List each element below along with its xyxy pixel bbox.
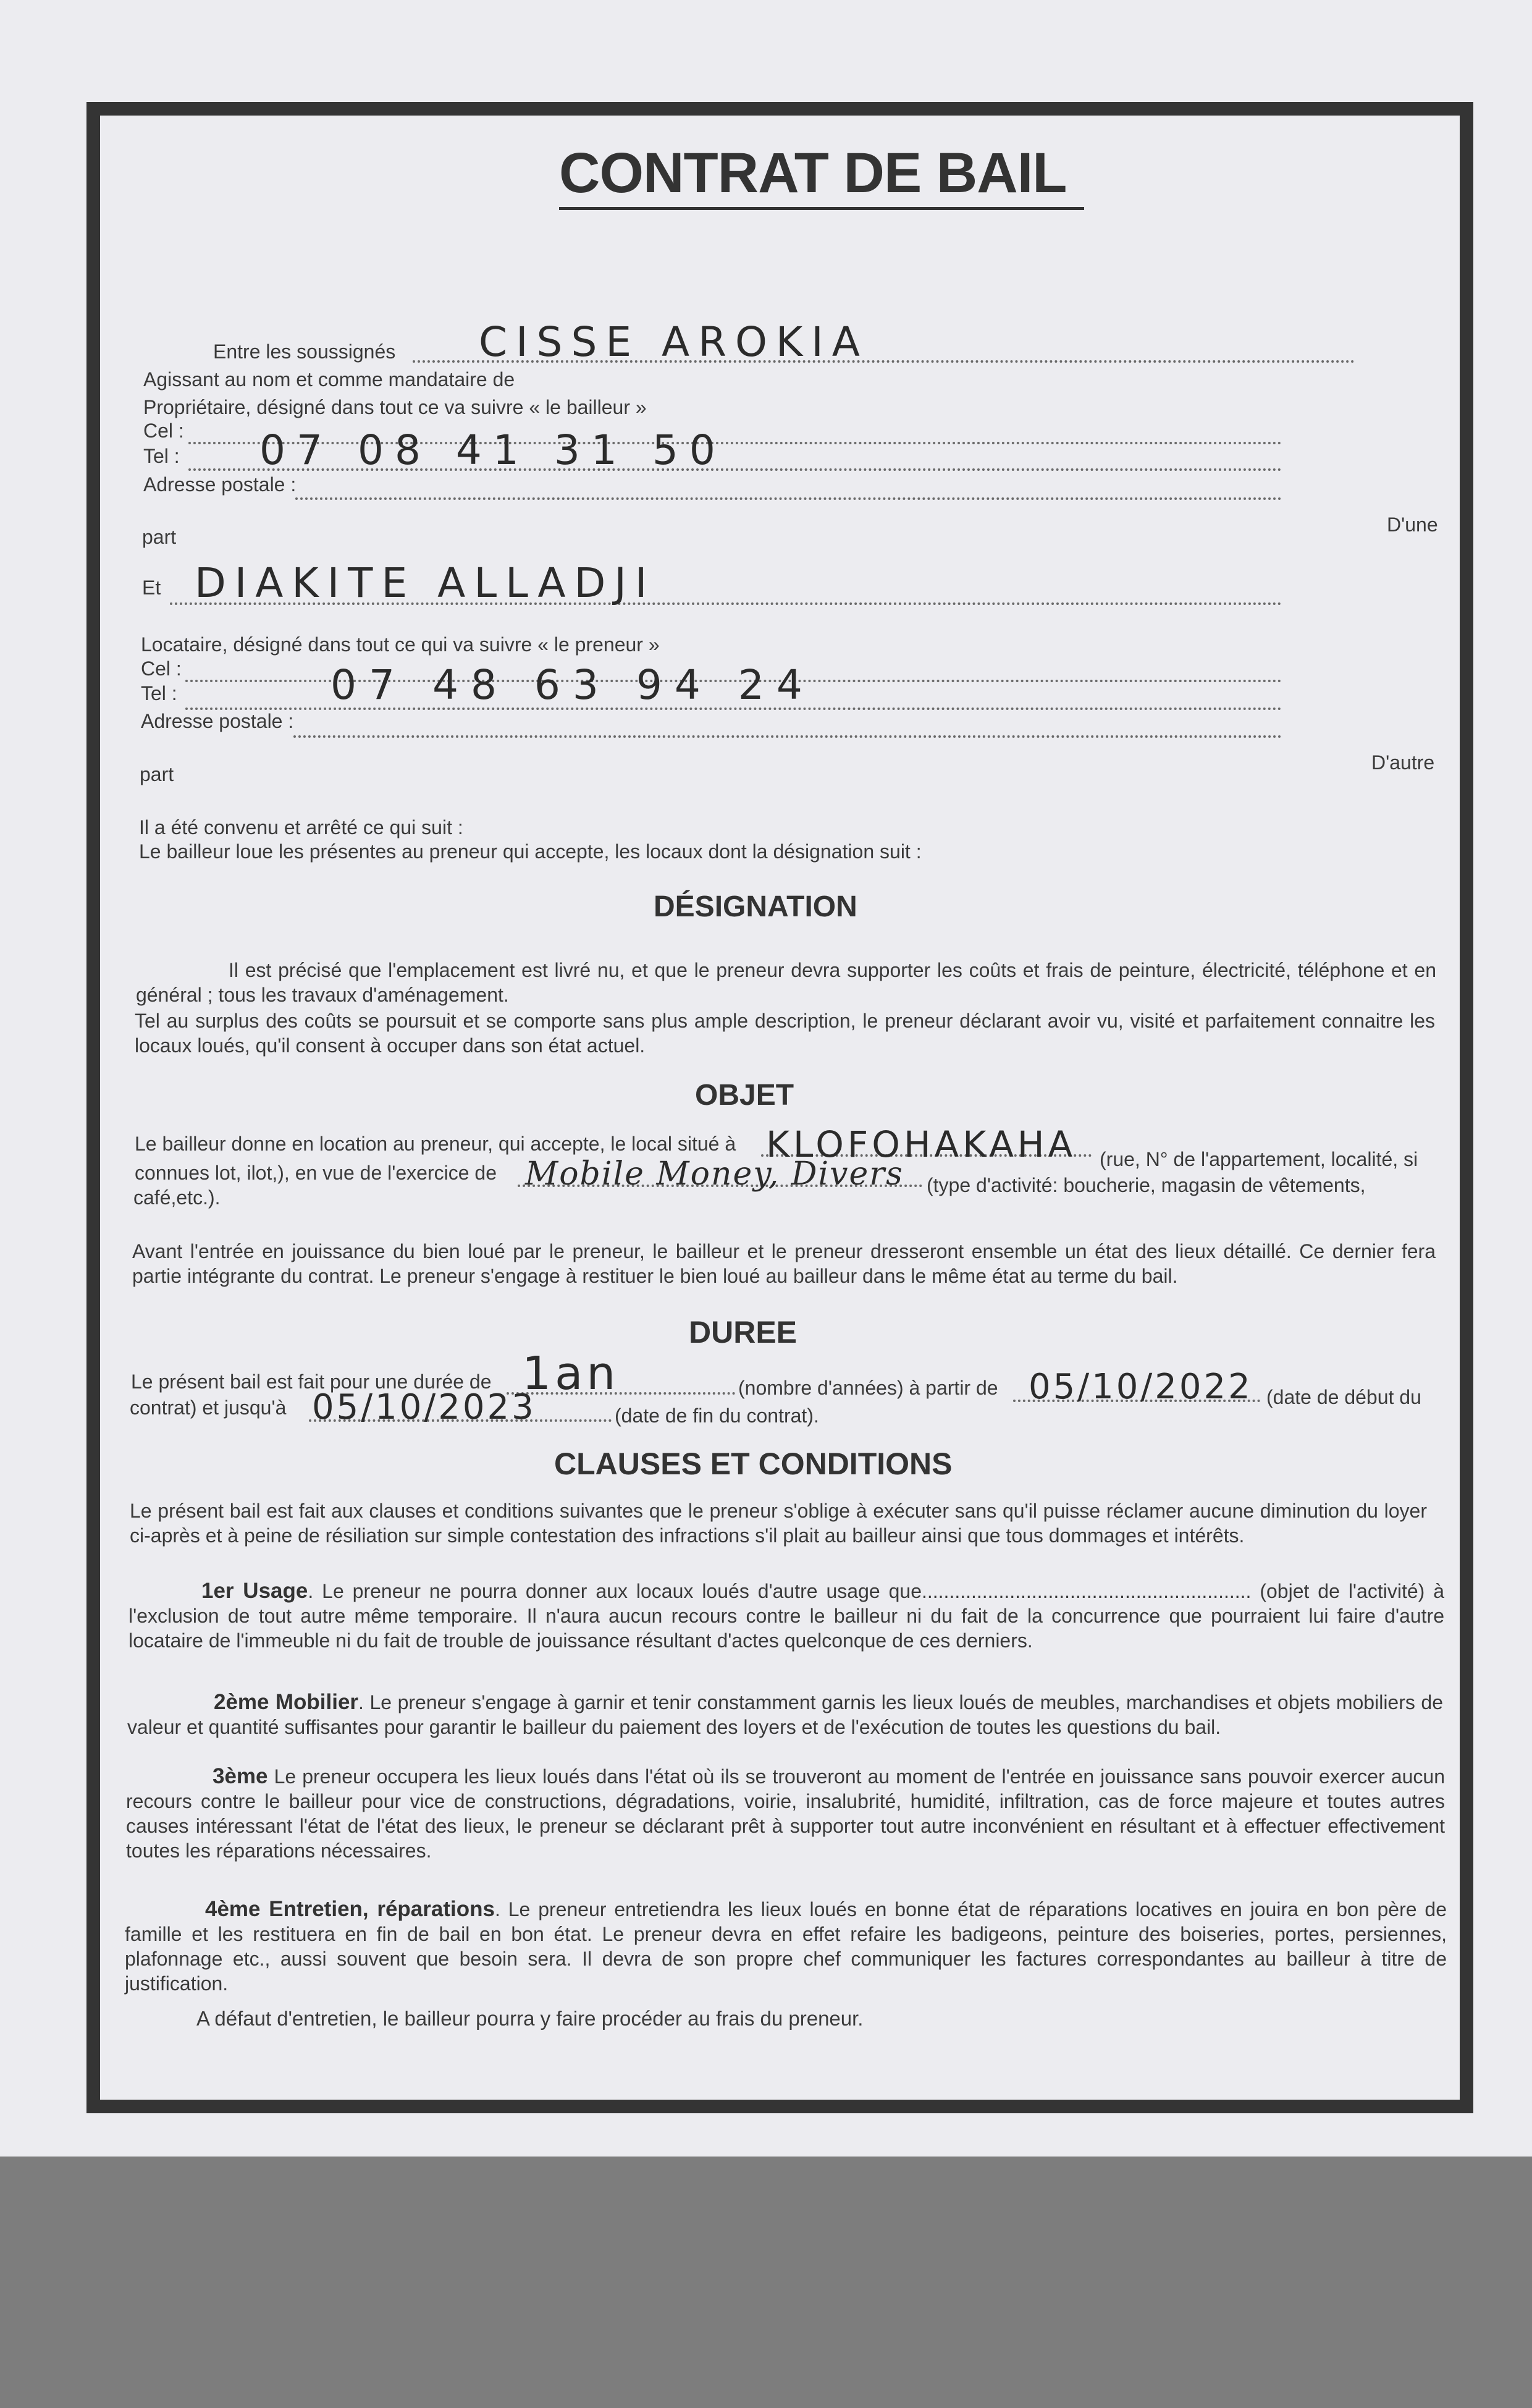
agissant-label: Agissant au nom et comme mandataire de bbox=[143, 368, 515, 391]
objet-line3: café,etc.). bbox=[133, 1186, 221, 1209]
et-label: Et bbox=[142, 577, 161, 599]
clause-etat bbox=[126, 1764, 1445, 1863]
duree-line2-a: contrat) et jusqu'à bbox=[130, 1396, 287, 1419]
intro-line1: Il a été convenu et arrêté ce qui suit : bbox=[139, 816, 463, 839]
objet-activite-handwritten: Mobile Money, Divers bbox=[525, 1155, 904, 1193]
clauses-intro: Le présent bail est fait aux clauses et conditions suivantes que le preneur s'oblige à exécuter sans qu'il puisse réclamer aucune diminution du loyer ci-après et à peine de résiliation sur simple contestation des infractions s'il plait au bailleur ainsi que tous dommages et intérêts. bbox=[130, 1500, 1427, 1547]
duree-line1-c: (date de début du bbox=[1266, 1386, 1421, 1408]
duree-debut-handwritten: 05/10/2022 bbox=[1029, 1367, 1253, 1407]
bailleur-tel-label: Tel : bbox=[143, 445, 180, 467]
page-title: CONTRAT DE BAIL bbox=[559, 142, 1067, 205]
bailleur-dune-label: D'une bbox=[1387, 513, 1438, 536]
clause-usage-title: 1er Usage bbox=[201, 1579, 308, 1603]
title-underline bbox=[559, 207, 1084, 210]
clause-mobilier-title: 2ème Mobilier bbox=[214, 1690, 359, 1714]
clause-usage bbox=[128, 1579, 1444, 1653]
objet-line2-b: (type d'activité: boucherie, magasin de vêtements, bbox=[927, 1174, 1366, 1196]
intro-line2: Le bailleur loue les présentes au preneur qui accepte, les locaux dont la désignation suit : bbox=[139, 840, 922, 863]
designation-p1: Il est précisé que l'emplacement est livré nu, et que le preneur devra supporter les coûts et frais de peinture, électricité, téléphone et en général ; tous les travaux d'aménagement. bbox=[136, 959, 1436, 1006]
bailleur-name-handwritten: CISSE AROKIA bbox=[479, 318, 869, 366]
clause-etat-text: Le preneur occupera les lieux loués dans l'état où ils se trouveront au moment de l'entrée en jouissance sans pouvoir exercer aucun recours contre le bailleur pour vice de constructions, dégradations, voirie, insalubrité, humidité, infiltration, cas de force majeure et toutes autres causes intéressant l'état de l'état des lieux, le preneur se déclarant prêt à supporter tout autre inconvénient en résultant et à effectuer effectivement toutes les réparations nécessaires. bbox=[126, 1765, 1445, 1862]
clause-entretien-text: . Le preneur entretiendra les lieux loués en bonne état de réparations locatives en jouira en bon père de famille et les restituera en fin de bail en bon état. Le preneur devra en effet refaire les badigeons, peinture des boiseries, portes, persiennes, plafonnage etc., aussi souvent que besoin sera. Il devra de son propre chef communiquer les factures correspondantes au bailleur à titre de justification. bbox=[125, 1898, 1447, 1995]
designation-p2: Tel au surplus des coûts se poursuit et se comporte sans plus ample description, le preneur déclarant avoir vu, visité et parfaitement connaitre les locaux loués, qu'il consent à occuper dans son état actuel. bbox=[135, 1010, 1435, 1057]
preneur-adresse-label: Adresse postale : bbox=[141, 710, 294, 732]
clauses-final: A défaut d'entretien, le bailleur pourra y faire procéder au frais du preneur. bbox=[196, 2007, 864, 2030]
bailleur-tel-handwritten: 07 08 41 31 50 bbox=[259, 426, 726, 474]
duree-handwritten: 1an bbox=[522, 1347, 620, 1400]
objet-local-handwritten: KLOFOHAKAHA bbox=[766, 1123, 1077, 1165]
objet-line1-a: Le bailleur donne en location au preneur, qui accepte, le local situé à bbox=[135, 1133, 736, 1155]
clause-usage-text: . Le preneur ne pourra donner aux locaux loués d'autre usage que............................................................ (objet de l'activité) à l'exclusion de tout autre même temporaire. Il n'aura aucun recours contre le bailleur ni du fait de la concurrence que pourraient lui faire d'autre locataire de l'immeuble ni du fait de trouble de jouissance résultant d'actes quelconque de ces derniers. bbox=[128, 1580, 1445, 1652]
bailleur-adresse-label: Adresse postale : bbox=[143, 473, 297, 496]
locataire-label: Locataire, désigné dans tout ce qui va suivre « le preneur » bbox=[141, 633, 660, 656]
duree-fin-handwritten: 05/10/2023 bbox=[312, 1387, 536, 1427]
designation-heading: DÉSIGNATION bbox=[654, 890, 857, 923]
clause-etat-title: 3ème bbox=[213, 1764, 268, 1788]
clause-mobilier-text: . Le preneur s'engage à garnir et tenir constamment garnis les lieux loués de meubles, marchandises et objets mobiliers de valeur et quantité suffisantes pour garantir le bailleur du paiement des loyers et de l'exécution de toutes les questions du bail. bbox=[127, 1691, 1443, 1738]
preneur-part-label: part bbox=[140, 763, 174, 785]
preneur-name-handwritten: DIAKITE ALLADJI bbox=[195, 559, 656, 607]
objet-line2-a: connues lot, ilot,), en vue de l'exercice de bbox=[135, 1162, 497, 1184]
objet-p2: Avant l'entrée en jouissance du bien loué par le preneur, le bailleur et le preneur dresseront ensemble un état des lieux détaillé. Ce dernier fera partie intégrante du contrat. Le preneur s'engage à restituer le bien loué au bailleur dans le même état au terme du bail. bbox=[132, 1240, 1436, 1287]
duree-line2-b: (date de fin du contrat). bbox=[615, 1405, 819, 1427]
preneur-tel-handwritten: 07 48 63 94 24 bbox=[330, 661, 815, 709]
objet-heading: OBJET bbox=[695, 1079, 794, 1112]
clauses-heading: CLAUSES ET CONDITIONS bbox=[554, 1447, 953, 1481]
duree-line1-b: (nombre d'années) à partir de bbox=[738, 1377, 998, 1399]
bailleur-cel-label: Cel : bbox=[143, 420, 184, 442]
preneur-adresse-line bbox=[293, 735, 1282, 738]
duree-line1-a: Le présent bail est fait pour une durée de bbox=[131, 1371, 492, 1393]
preneur-cel-label: Cel : bbox=[141, 657, 182, 680]
clause-mobilier bbox=[127, 1690, 1443, 1739]
objet-line1-b: (rue, N° de l'appartement, localité, si bbox=[1100, 1148, 1418, 1170]
entre-label: Entre les soussignés bbox=[213, 340, 396, 363]
bailleur-adresse-line bbox=[295, 497, 1282, 500]
duree-heading: DUREE bbox=[689, 1315, 798, 1350]
clause-entretien bbox=[125, 1897, 1447, 1996]
bailleur-part-label: part bbox=[142, 526, 177, 548]
preneur-dautre-label: D'autre bbox=[1371, 751, 1435, 774]
proprietaire-label: Propriétaire, désigné dans tout ce va suivre « le bailleur » bbox=[143, 396, 647, 418]
clause-entretien-title: 4ème Entretien, réparations bbox=[205, 1897, 495, 1921]
preneur-tel-label: Tel : bbox=[141, 682, 177, 704]
